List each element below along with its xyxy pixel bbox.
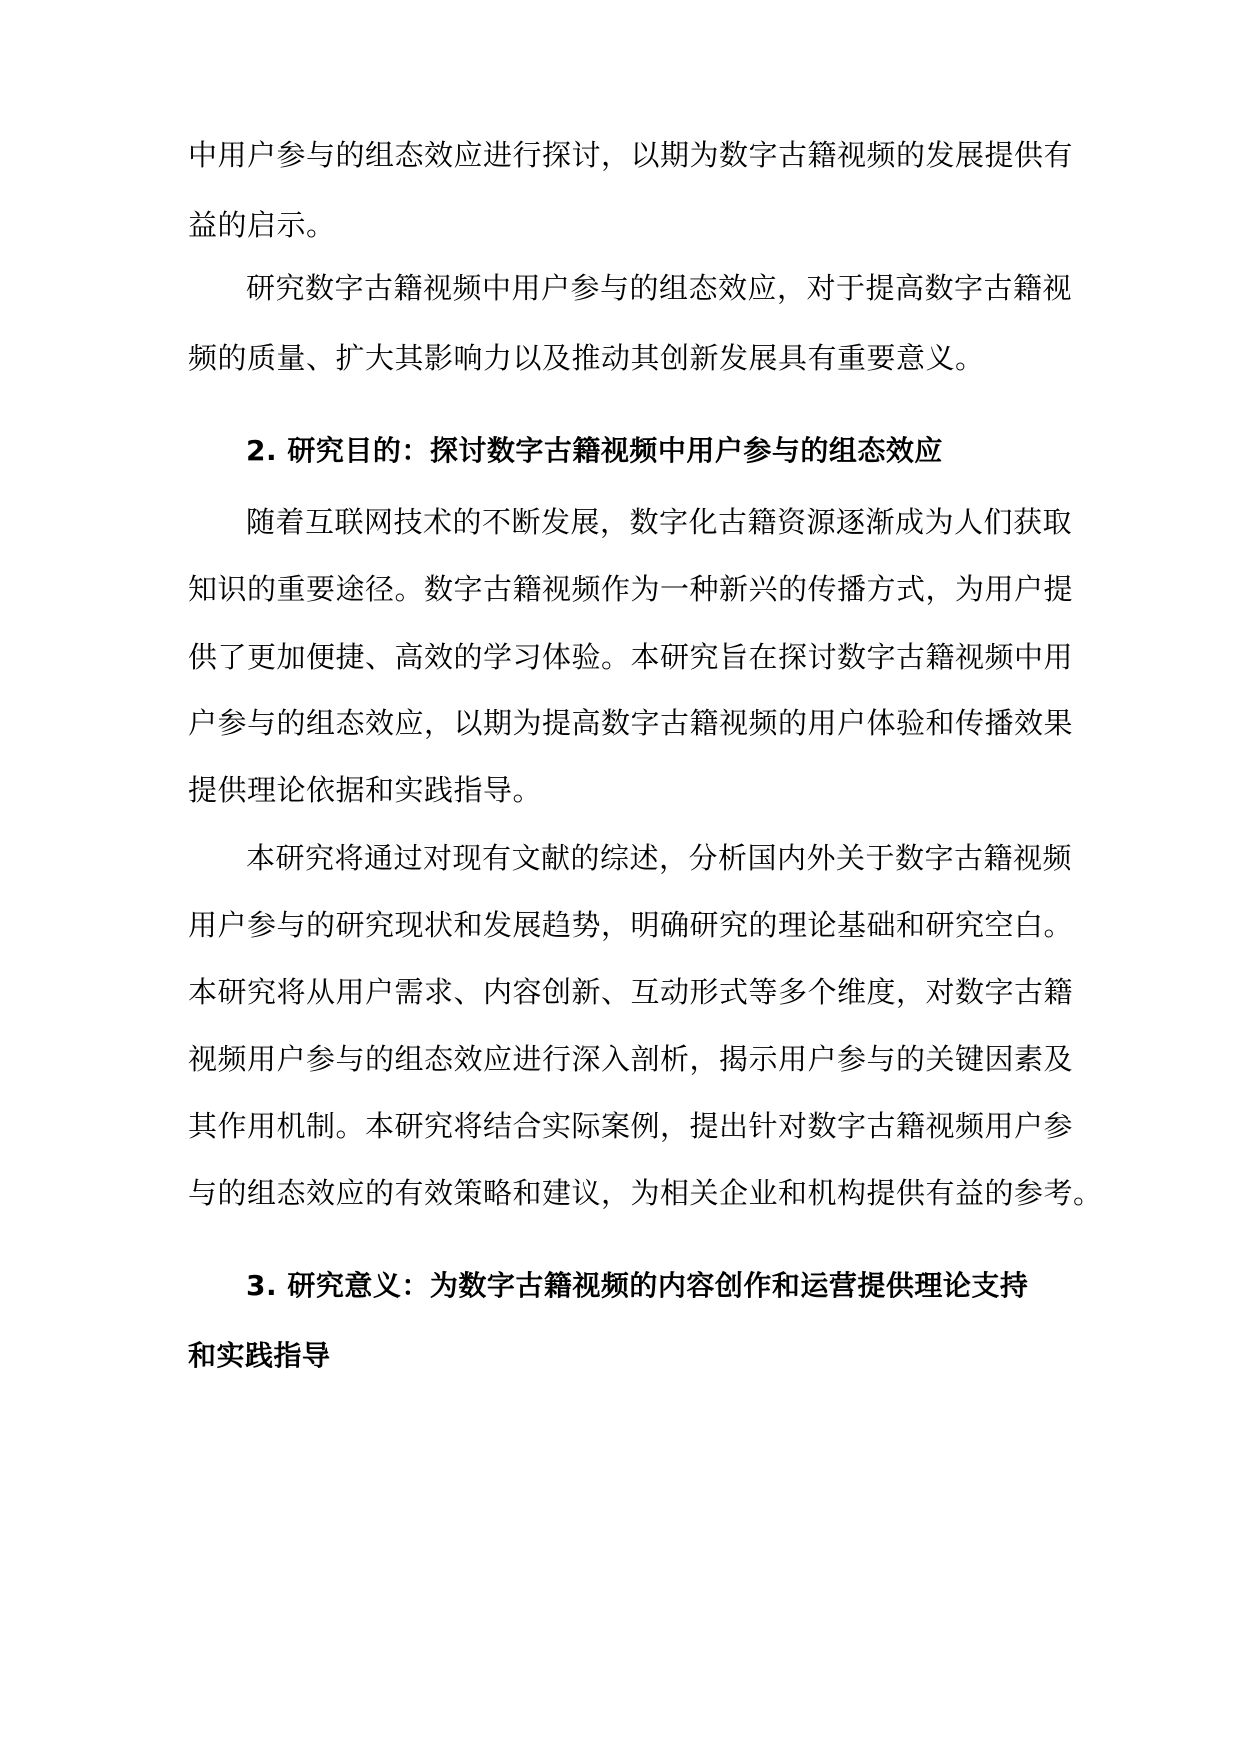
paragraph-3-line-4: 户参与的组态效应，以期为提高数字古籍视频的用户体验和传播效果 bbox=[188, 706, 1074, 740]
paragraph-1-line-2: 益的启示。 bbox=[188, 208, 336, 242]
paragraph-4-line-1: 本研究将通过对现有文献的综述，分析国内外关于数字古籍视频 bbox=[246, 841, 1073, 875]
paragraph-2-line-1: 研究数字古籍视频中用户参与的组态效应，对于提高数字古籍视 bbox=[246, 271, 1073, 305]
section-heading-3-line-2: 和实践指导 bbox=[188, 1339, 331, 1372]
paragraph-2-line-2: 频的质量、扩大其影响力以及推动其创新发展具有重要意义。 bbox=[188, 341, 985, 375]
paragraph-3-line-2: 知识的重要途径。数字古籍视频作为一种新兴的传播方式，为用户提 bbox=[188, 572, 1074, 606]
paragraph-3-line-3: 供了更加便捷、高效的学习体验。本研究旨在探讨数字古籍视频中用 bbox=[188, 640, 1074, 674]
paragraph-4-line-2: 用户参与的研究现状和发展趋势，明确研究的理论基础和研究空白。 bbox=[188, 908, 1074, 942]
paragraph-1-line-1: 中用户参与的组态效应进行探讨，以期为数字古籍视频的发展提供有 bbox=[188, 138, 1074, 172]
section-heading-3-line-1: 3. 研究意义：为数字古籍视频的内容创作和运营提供理论支持 bbox=[246, 1269, 1029, 1302]
section-heading-2: 2. 研究目的：探讨数字古籍视频中用户参与的组态效应 bbox=[246, 434, 943, 467]
paragraph-4-line-4: 视频用户参与的组态效应进行深入剖析，揭示用户参与的关键因素及 bbox=[188, 1042, 1074, 1076]
paragraph-3-line-5: 提供理论依据和实践指导。 bbox=[188, 773, 543, 807]
paragraph-4-line-3: 本研究将从用户需求、内容创新、互动形式等多个维度，对数字古籍 bbox=[188, 975, 1074, 1009]
paragraph-4-line-5: 其作用机制。本研究将结合实际案例，提出针对数字古籍视频用户参 bbox=[188, 1109, 1074, 1143]
paragraph-3-line-1: 随着互联网技术的不断发展，数字化古籍资源逐渐成为人们获取 bbox=[246, 505, 1073, 539]
paragraph-4-line-6: 与的组态效应的有效策略和建议，为相关企业和机构提供有益的参考。 bbox=[188, 1176, 1103, 1210]
